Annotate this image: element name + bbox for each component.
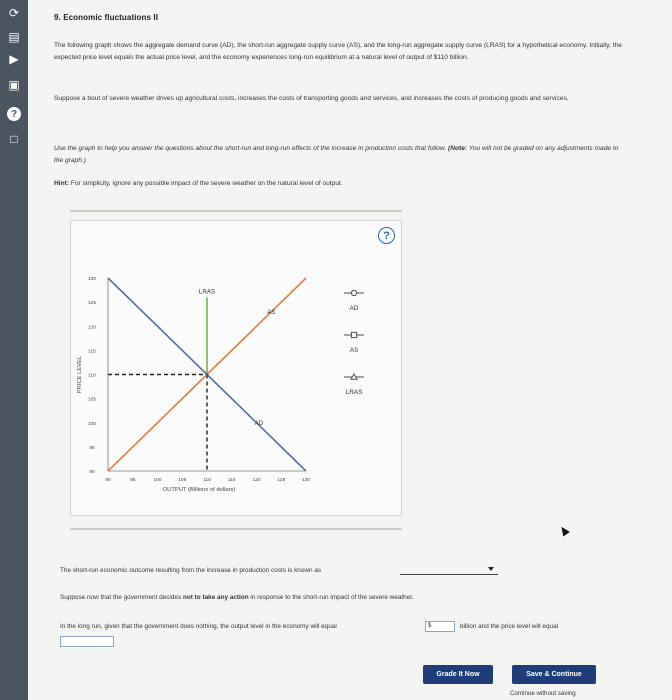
legend-lras-label[interactable]: LRAS <box>345 389 363 396</box>
graph-help-icon[interactable]: ? <box>378 227 395 244</box>
legend-as-square-icon[interactable] <box>351 332 356 337</box>
y-tick-label: 130 <box>87 277 97 282</box>
long-run-question-cont: billion and the price level will equal <box>460 623 559 630</box>
x-tick-label: 90 <box>105 478 111 483</box>
equilibrium-marker: + <box>205 372 209 379</box>
megaphone-icon[interactable]: ▶ <box>9 52 19 66</box>
as-curve-label: AS <box>267 308 276 316</box>
instruction-text: Use the graph to help you answer the questions about the short-run and long-run effects of the increase in production costs that follow. <box>54 145 447 152</box>
hint-label: Hint: <box>54 180 70 187</box>
scenario-bold: not to take any action <box>182 594 249 601</box>
hint-text: For simplicity, ignore any possible impact of the severe weather on the natural level of output. <box>70 180 343 187</box>
y-tick-label: 95 <box>89 445 95 451</box>
intro-paragraph: The following graph shows the aggregate demand curve (AD), the short-run aggregate supply curve (AS), and the long-run aggregate supply curve (LRAS) for a hypothetical economy. Initially, the expected price level equals the actual price level, and the economy experiences long-run equilibrium at a natural level of output of $110 billion. <box>54 42 622 61</box>
x-tick-label: 125 <box>277 478 286 483</box>
continue-without-saving-link[interactable]: Continue without saving <box>510 690 576 697</box>
x-tick-label: 130 <box>301 478 311 483</box>
scenario-pre: Suppose now that the government decides <box>60 594 182 601</box>
x-tick-label: 105 <box>178 478 187 483</box>
x-tick-label: 110 <box>203 478 211 483</box>
y-tick-label: 110 <box>88 373 96 379</box>
exit-icon[interactable]: ⟳ <box>8 6 20 20</box>
x-tick-label: 95 <box>130 478 136 483</box>
note-label: (Note: <box>448 145 468 152</box>
y-tick-label: 105 <box>87 397 97 403</box>
x-tick-label: 100 <box>153 478 162 483</box>
price-level-input[interactable] <box>60 636 114 647</box>
scenario-post: in response to the short-run impact of the severe weather. <box>250 594 414 601</box>
instruction-paragraph <box>54 143 624 166</box>
long-run-question: In the long run, given that the government does nothing, the output level in the economy will equal <box>60 623 337 630</box>
y-tick-label: 125 <box>87 301 97 307</box>
ad-as-graph[interactable] <box>71 221 403 517</box>
book-icon[interactable]: ▤ <box>8 30 20 44</box>
x-axis-title: OUTPUT (Billions of dollars) <box>162 487 236 493</box>
y-tick-label: 120 <box>87 325 97 331</box>
mouse-cursor <box>558 525 570 537</box>
ad-curve-label: AD <box>254 420 264 428</box>
graph-panel <box>70 220 402 516</box>
legend-ad-circle-icon[interactable] <box>351 290 356 295</box>
chevron-down-icon <box>488 567 494 571</box>
hint-paragraph <box>54 178 624 190</box>
short-run-question: The short-run economic outcome resulting from the increase in production costs is known as <box>60 567 322 574</box>
scenario-paragraph: Suppose a bout of severe weather drives up agricultural costs, increases the costs of transporting goods and services, and increases the costs of producing goods and services. <box>54 95 569 102</box>
x-tick-label: 120 <box>252 478 261 483</box>
top-divider <box>70 210 402 212</box>
save-continue-button[interactable]: Save & Continue <box>512 665 596 684</box>
short-run-outcome-dropdown[interactable] <box>400 563 498 575</box>
bottom-divider <box>70 528 402 530</box>
note-text: You will not be graded on any adjustments made to the graph.) <box>54 145 619 164</box>
y-axis-title: PRICE LEVEL <box>77 355 83 394</box>
y-tick-label: 100 <box>87 421 97 427</box>
question-title: 9. Economic fluctuations II <box>54 13 159 22</box>
x-tick-label: 115 <box>227 478 236 483</box>
grade-it-now-button[interactable]: Grade It Now <box>423 665 493 684</box>
government-scenario <box>60 594 414 601</box>
comment-icon[interactable]: □ <box>10 132 18 146</box>
sidebar <box>0 0 28 700</box>
legend-ad-label[interactable]: AD <box>349 305 359 312</box>
help-icon[interactable]: ? <box>7 107 21 121</box>
y-tick-label: 115 <box>88 349 96 355</box>
legend-as-label[interactable]: AS <box>349 347 359 354</box>
lras-curve-label: LRAS <box>198 288 216 296</box>
y-tick-label: 90 <box>89 470 95 475</box>
document-icon[interactable]: ▣ <box>8 78 20 92</box>
output-level-input[interactable]: $ <box>425 621 455 632</box>
